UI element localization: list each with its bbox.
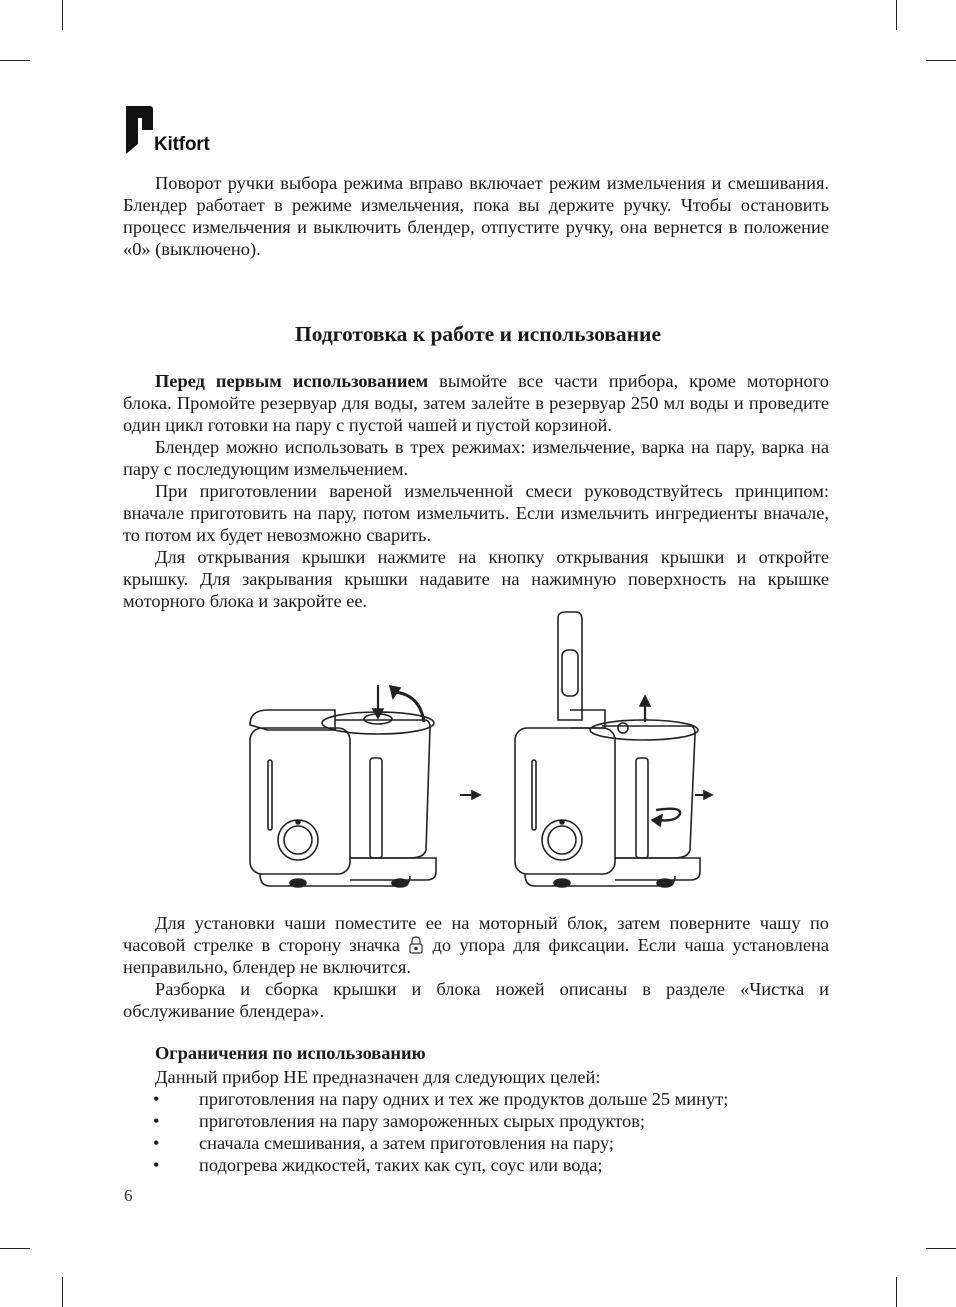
crop-mark xyxy=(896,0,897,30)
list-item: • подогрева жидкостей, таких как суп, соус или вода; xyxy=(153,1155,603,1175)
crop-mark xyxy=(0,60,30,61)
page-number: 6 xyxy=(124,1186,133,1205)
restrictions-title: Ограничения по использованию xyxy=(155,1043,426,1063)
intro-paragraph: Поворот ручки выбора режима вправо включает режим измельчения и смешивания. Блендер работает в режиме измельчения, пока вы держите ручку. Чтобы остановить процесс измельчения и выключить блендер, отпустите ручку, она вернется в положение «0» (выключено). xyxy=(123,173,829,259)
crop-mark xyxy=(0,1248,30,1249)
section-title: Подготовка к работе и использование xyxy=(295,322,661,346)
restrictions-intro: Данный прибор НЕ предназначен для следующих целей: xyxy=(155,1067,601,1087)
crop-mark xyxy=(926,60,956,61)
arrow-icon xyxy=(704,791,712,799)
first-use-bold: Перед первым использованием xyxy=(155,371,429,391)
crop-mark xyxy=(896,1277,897,1307)
brand-name: Kitfort xyxy=(154,134,210,155)
crop-mark xyxy=(926,1248,956,1249)
paragraph-modes: Блендер можно использовать в трех режимах: измельчение, варка на пару, варка на пару с последующим измельчением. xyxy=(123,437,829,479)
list-item: • сначала смешивания, а затем приготовления на пару; xyxy=(153,1133,615,1153)
lock-icon xyxy=(408,936,424,954)
list-item: • приготовления на пару замороженных сырых продуктов; xyxy=(153,1111,646,1131)
crop-mark xyxy=(62,1277,63,1307)
list-item: • приготовления на пару одних и тех же продуктов дольше 25 минут; xyxy=(153,1089,729,1109)
kitfort-logo xyxy=(124,104,234,160)
arrow-icon xyxy=(460,791,480,799)
arrow-icon xyxy=(652,815,662,826)
paragraph-principle: При приготовлении вареной измельченной смеси руководствуйтесь принципом: вначале приготовить на пару, потом измельчить. Если измельчить ингредиенты вначале, то потом их будет невозможно сварить. xyxy=(123,481,829,545)
blender-closed xyxy=(250,685,436,887)
blender-open xyxy=(515,612,712,887)
crop-mark xyxy=(62,0,63,30)
paragraph-first-use: Перед первым использованием вымойте все части прибора, кроме моторного блока. Промойте резервуар для воды, затем залейте в резервуар 250 мл воды и проведите один цикл готовки на пару с пустой чашей и пустой корзиной. xyxy=(123,371,829,435)
paragraph-lid: Для открывания крышки нажмите на кнопку открывания крышки и откройте крышку. Для закрывания крышки надавите на нажимную поверхность на крышке моторного блока и закройте ее. xyxy=(123,547,829,611)
kitfort-logo-icon xyxy=(124,104,154,156)
blender-illustration xyxy=(240,610,720,895)
paragraph-bowl-install: Для установки чаши поместите ее на моторный блок, затем поверните чашу по часовой стрелке в сторону значка до упора для фиксации. Если чаша установлена неправильно, блендер не включится. xyxy=(123,913,829,977)
arrow-icon xyxy=(640,696,650,706)
paragraph-disassembly: Разборка и сборка крышки и блока ножей описаны в разделе «Чистка и обслуживание блендера». xyxy=(123,979,829,1021)
